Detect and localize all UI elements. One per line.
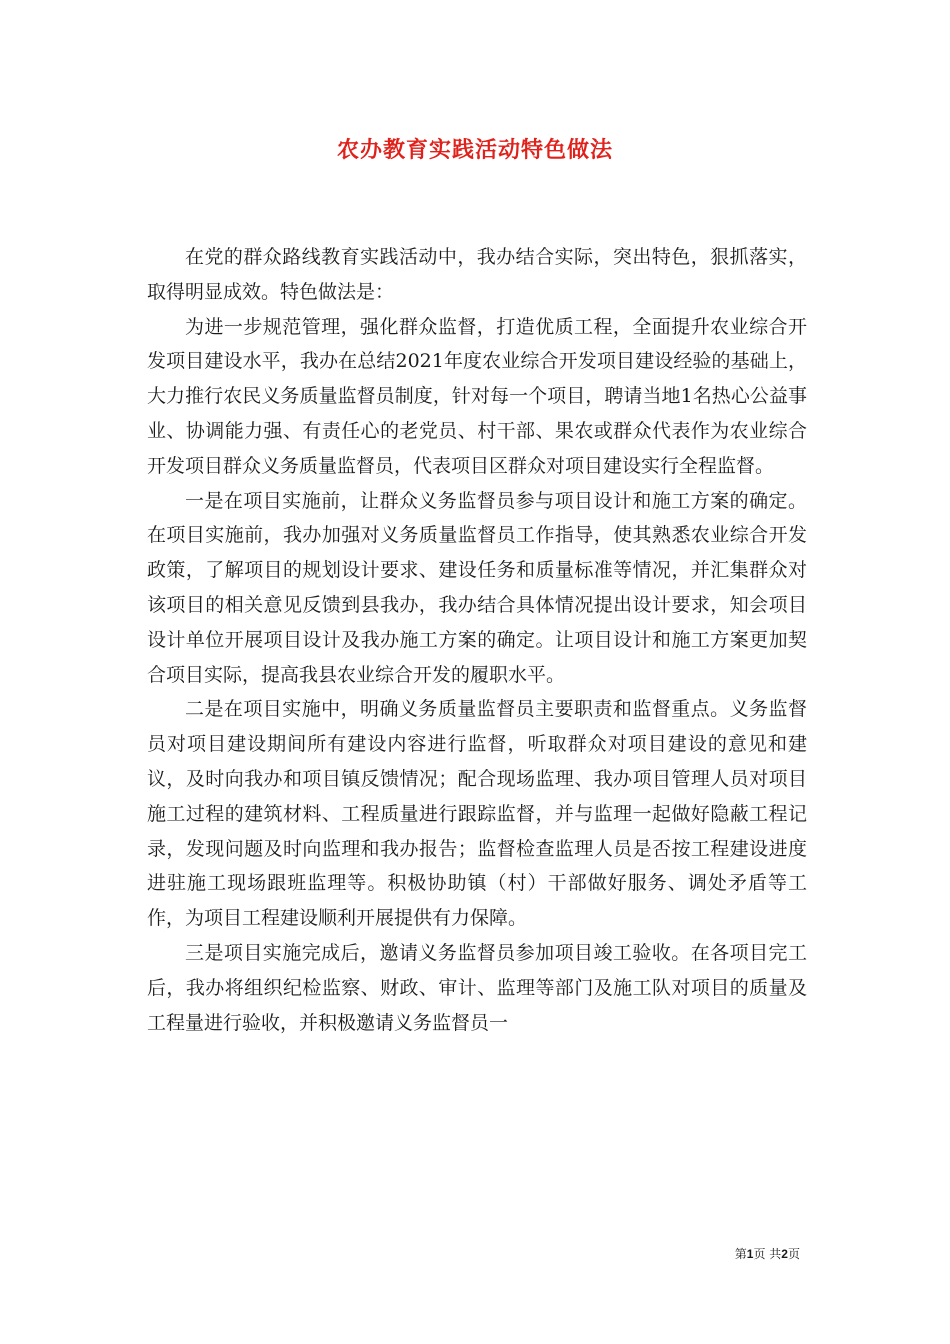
footer-current-page: 1 xyxy=(746,1247,754,1261)
paragraph-point-two: 二是在项目实施中，明确义务质量监督员主要职责和监督重点。义务监督员对项目建设期间所有建设内容进行监督，听取群众对项目建设的意见和建议，及时向我办和项目镇反馈情况；配合现场监理、我办项目管理人员对项目施工过程的建筑材料、工程质量进行跟踪监督，并与监理一起做好隐蔽工程记录，发现问题及时向监理和我办报告；监督检查监理人员是否按工程建设进度进驻施工现场跟班监理等。积极协助镇（村）干部做好服务、调处矛盾等工作，为项目工程建设顺利开展提供有力保障。 xyxy=(147,698,807,930)
page-number-footer xyxy=(735,1246,800,1262)
document-title: 农办教育实践活动特色做法 xyxy=(336,137,613,163)
paragraph-intro: 在党的群众路线教育实践活动中，我办结合实际，突出特色，狠抓落实，取得明显成效。特色做法是： xyxy=(147,246,807,303)
footer-suffix: 页 xyxy=(787,1247,800,1261)
paragraph-point-one: 一是在项目实施前，让群众义务监督员参与项目设计和施工方案的确定。在项目实施前，我办加强对义务质量监督员工作指导，使其熟悉农业综合开发政策，了解项目的规划设计要求、建设任务和质量标准等情况，并汇集群众对该项目的相关意见反馈到县我办，我办结合具体情况提出设计要求，知会项目设计单位开展项目设计及我办施工方案的确定。让项目设计和施工方案更加契合项目实际，提高我县农业综合开发的履职水平。 xyxy=(147,489,807,686)
footer-prefix: 第 xyxy=(734,1247,747,1261)
footer-middle: 页 共 xyxy=(753,1247,782,1261)
paragraph-point-three: 三是项目实施完成后，邀请义务监督员参加项目竣工验收。在各项目完工后，我办将组织纪检监察、财政、审计、监理等部门及施工队对项目的质量及工程量进行验收，并积极邀请义务监督员一 xyxy=(147,941,807,1034)
paragraph-background: 为进一步规范管理，强化群众监督，打造优质工程，全面提升农业综合开发项目建设水平，我办在总结2021年度农业综合开发项目建设经验的基础上，大力推行农民义务质量监督员制度，针对每一个项目，聘请当地1名热心公益事业、协调能力强、有责任心的老党员、村干部、果农或群众代表作为农业综合开发项目群众义务质量监督员，代表项目区群众对项目建设实行全程监督。 xyxy=(147,315,807,477)
footer-total-pages: 2 xyxy=(781,1247,788,1261)
document-body xyxy=(147,240,807,1040)
